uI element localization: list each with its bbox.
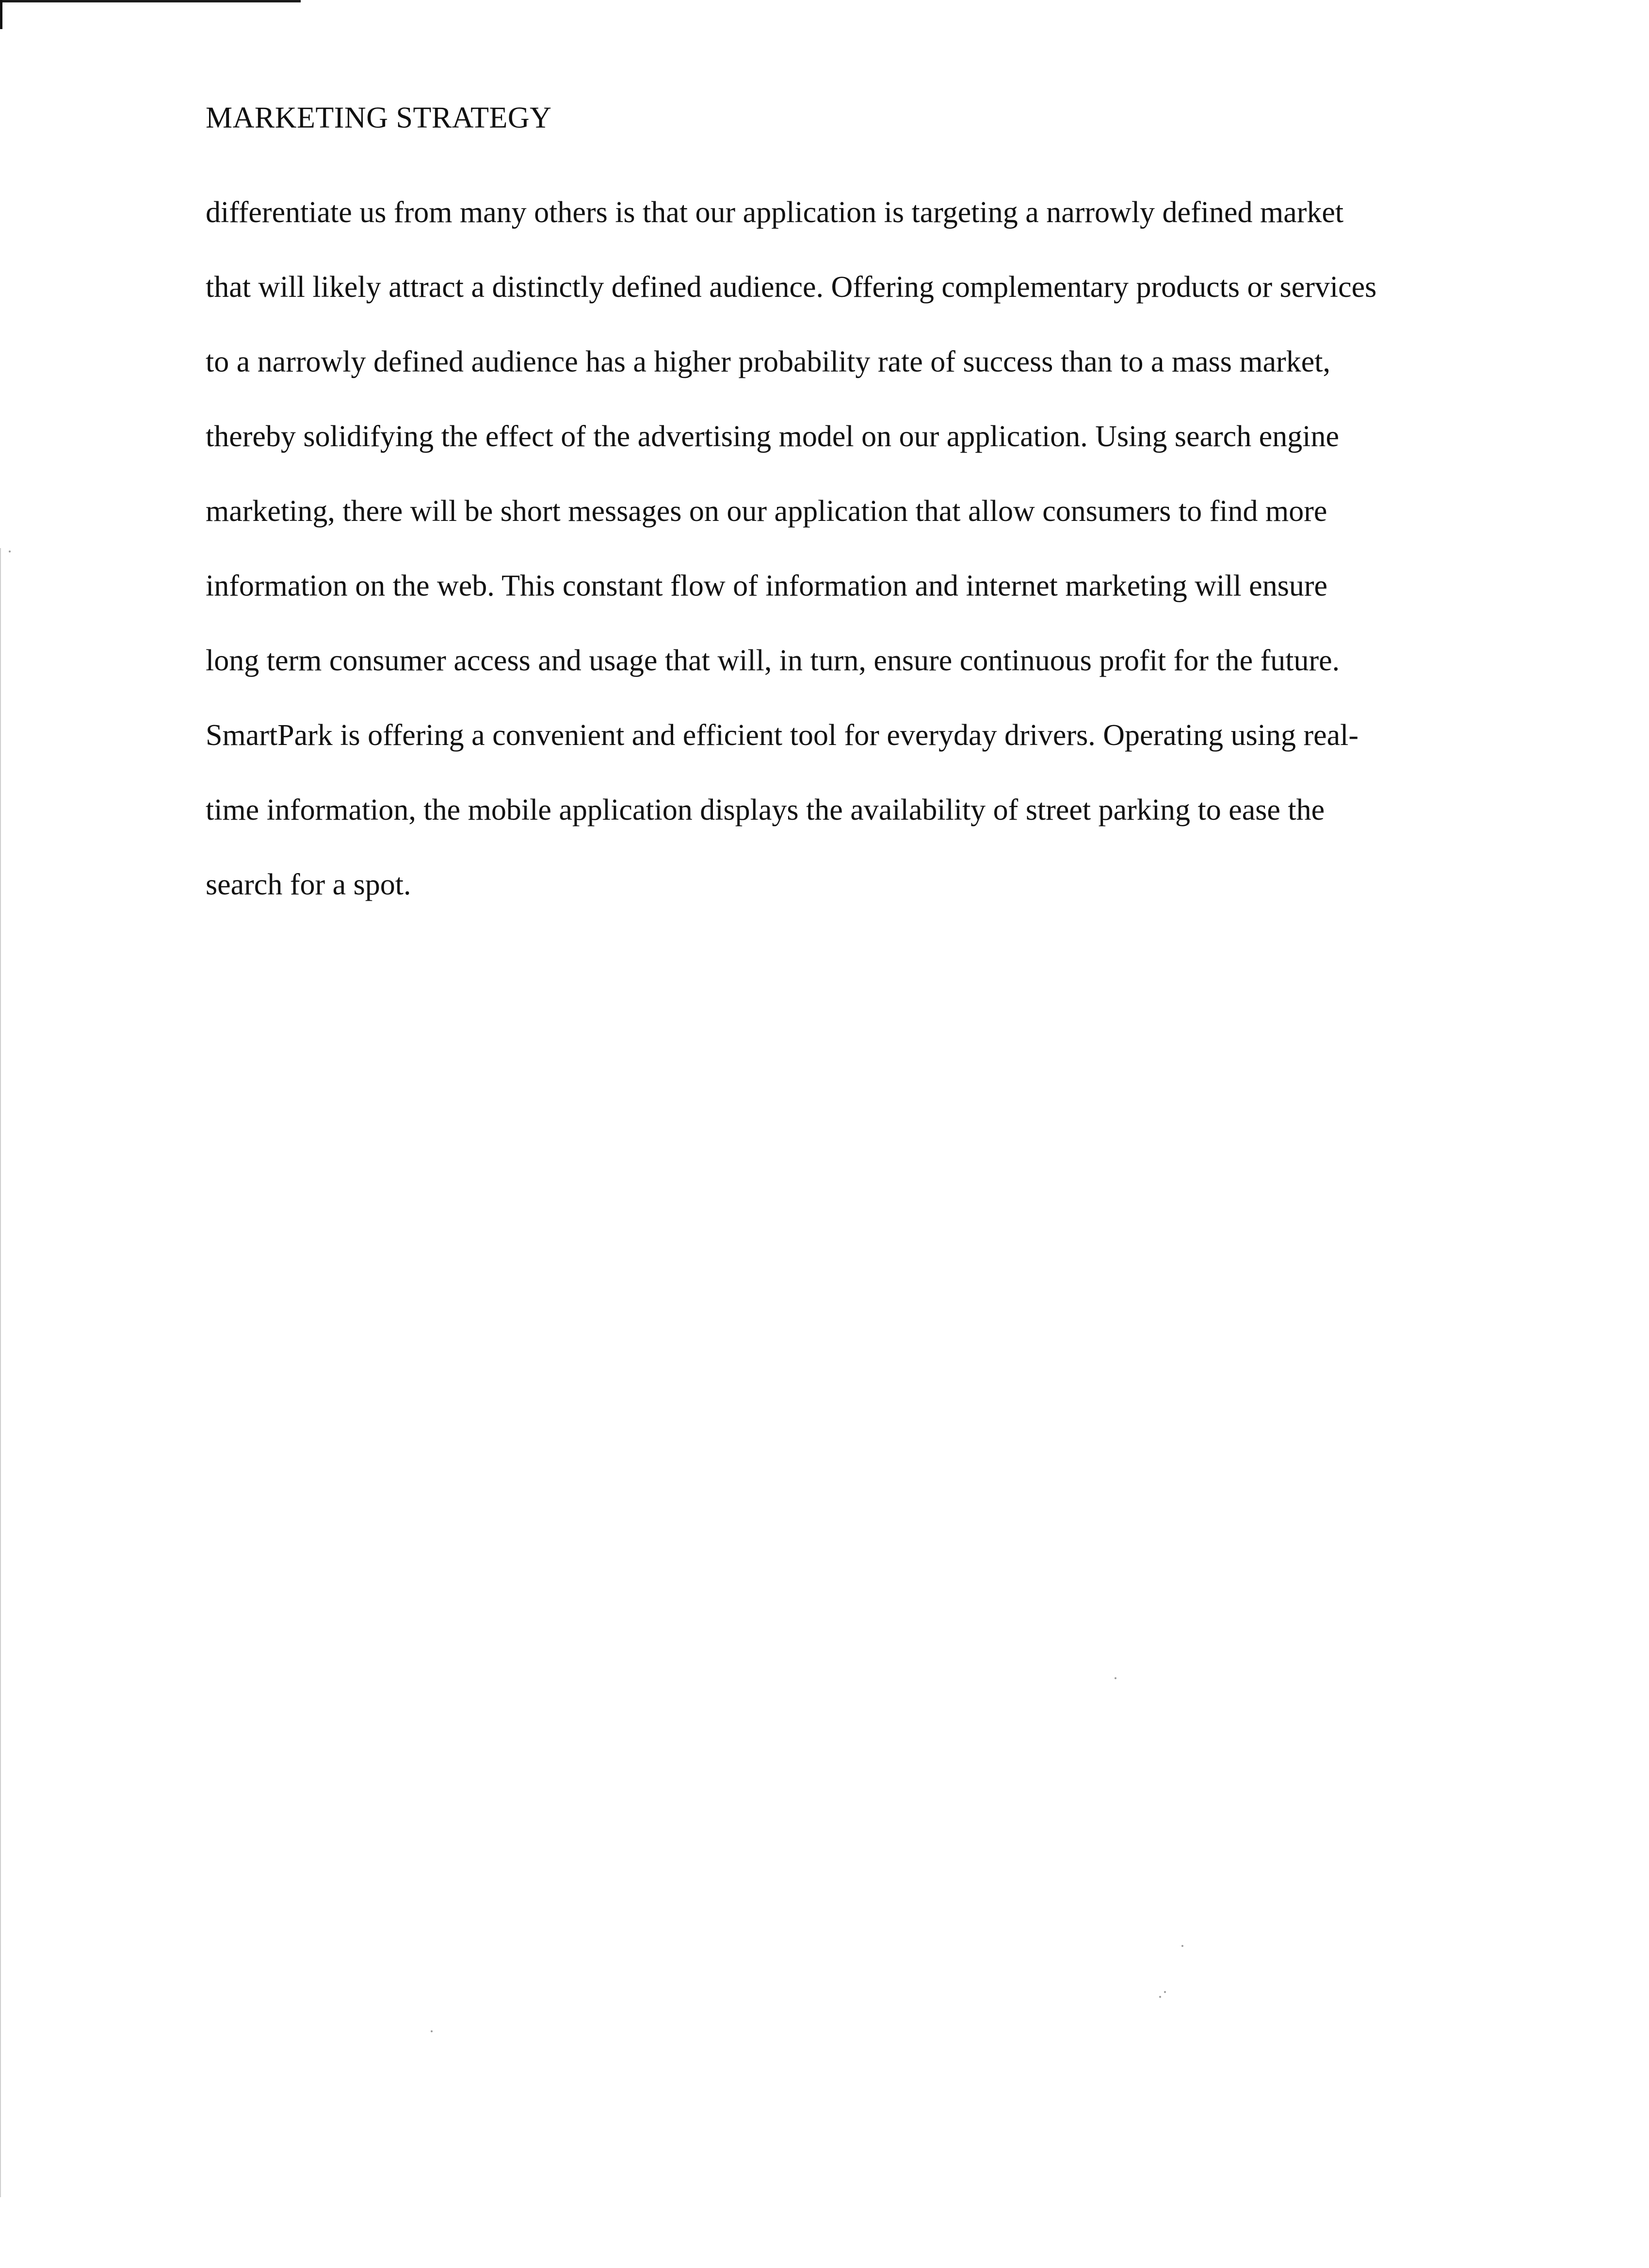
body-paragraph xyxy=(206,188,1496,935)
scan-speck xyxy=(9,551,11,552)
scan-speck xyxy=(431,2030,433,2032)
scan-speck xyxy=(1115,1677,1116,1679)
text-line: information on the web. This constant flow of information and internet marketing will ensure xyxy=(206,569,1327,602)
text-line: SmartPark is offering a convenient and efficient tool for everyday drivers. Operating using real- xyxy=(206,719,1359,752)
scan-speck xyxy=(1164,1991,1166,1993)
scan-mark xyxy=(0,0,2,29)
text-line: long term consumer access and usage that will, in turn, ensure continuous profit for the future. xyxy=(206,644,1340,677)
scan-speck xyxy=(1181,1945,1183,1947)
running-head: MARKETING STRATEGY xyxy=(206,101,552,134)
text-line: search for a spot. xyxy=(206,868,411,901)
scan-edge-left xyxy=(0,548,1,2197)
scan-speck xyxy=(1159,1996,1161,1998)
text-line: time information, the mobile application displays the availability of street parking to ease the xyxy=(206,794,1325,826)
text-line: that will likely attract a distinctly defined audience. Offering complementary products or services xyxy=(206,271,1377,304)
text-line: differentiate us from many others is that our application is targeting a narrowly defined market xyxy=(206,196,1344,229)
scan-border-top xyxy=(0,0,301,2)
text-line: marketing, there will be short messages on our application that allow consumers to find more xyxy=(206,495,1327,528)
text-line: thereby solidifying the effect of the advertising model on our application. Using search engine xyxy=(206,420,1339,453)
text-line: to a narrowly defined audience has a higher probability rate of success than to a mass market, xyxy=(206,345,1331,378)
